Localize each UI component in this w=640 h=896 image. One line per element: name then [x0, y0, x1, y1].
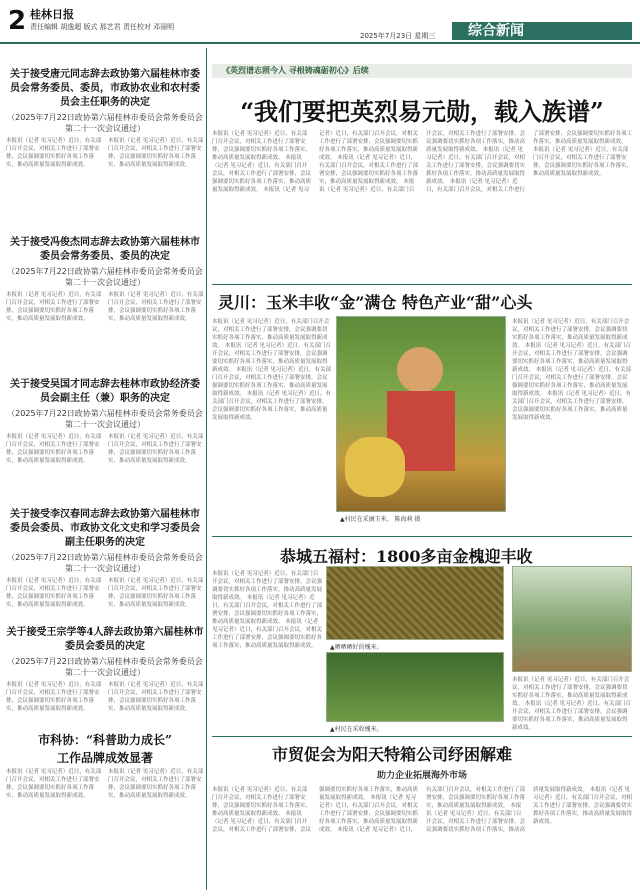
- corn-harvest-photo: [336, 316, 506, 512]
- kexie-story: [6, 733, 204, 800]
- notice-body: 本报讯（记者 见习记者）近日，有关部门召开会议，对相关工作进行了部署安排，会议强调要切实抓好各项工作落实，推动高质量发展取得新成效。: [108, 138, 204, 168]
- date: 2025年7月23日 星期三: [360, 32, 436, 40]
- topic-bar: 《英烈谱志照今人 寻根铸魂砺初心》后续: [212, 64, 632, 78]
- story3-caption1: ▲晒晒晒好的槐米。: [330, 644, 383, 651]
- divider: [212, 736, 632, 737]
- dried-pagoda-flowers-photo: [326, 566, 504, 640]
- divider: [212, 536, 632, 537]
- notice-body: 本报讯（记者 见习记者）近日，有关部门召开会议，对相关工作进行了部署安排，会议强调要切实抓好各项工作落实，推动高质量发展取得新成效。: [6, 578, 102, 608]
- villager-photo: [512, 566, 632, 672]
- main-body: 本报讯（记者 见习记者）近日，有关部门召开会议，对相关工作进行了部署安排，会议强调要切实抓好各项工作落实，推动高质量发展取得新成效。 本报讯（记者 见习记者）近日，有关部门召开会议，对相关工作进行了部署安排，会议强调要切实抓好各项工作落实，推动高质量发展取得新成效。 本报讯（记者 见习记者）近日，有关部门召开会议，对相关工作进行了部署安排，会议强调要切实抓好各项工作落实，推动高质量发展取得新成效。 本报讯（记者 见习记者）近日，有关部门召开会议，对相关工作进行了部署安排，会议强调要切实抓好各项工作落实，推动高质量发展取得新成效。 本报讯（记者 见习记者）近日，有关部门召开会议，对相关工作进行了部署安排，会议强调要切实抓好各项工作落实，推动高质量发展取得新成效。 本报讯（记者 见习记者）近日，有关部门召开会议，对相关工作进行了部署安排，会议强调要切实抓好各项工作落实，推动高质量发展取得新成效。 本报讯（记者 见习记者）近日，有关部门召开会议，对相关工作进行了部署安排，会议强调要切实抓好各项工作落实，推动高质量发展取得新成效。 本报讯（记者 见习记者）近日，有关部门召开会议，对相关工作进行了部署安排，会议强调要切实抓好各项工作落实，推动高质量发展取得新成效。: [212, 131, 632, 193]
- farmer-face: [397, 347, 443, 393]
- notice-title: 关于接受李汉春同志辞去政协第六届桂林市委员会委员、市政协文化文史和学习委员会副主任职务的决定: [10, 509, 200, 548]
- divider: [212, 284, 632, 285]
- story4-body: 本报讯（记者 见习记者）近日，有关部门召开会议，对相关工作进行了部署安排，会议强调要切实抓好各项工作落实，推动高质量发展取得新成效。 本报讯（记者 见习记者）近日，有关部门召开会议，对相关工作进行了部署安排，会议强调要切实抓好各项工作落实，推动高质量发展取得新成效。 本报讯（记者 见习记者）近日，有关部门召开会议，对相关工作进行了部署安排，会议强调要切实抓好各项工作落实，推动高质量发展取得新成效。 本报讯（记者 见习记者）近日，有关部门召开会议，对相关工作进行了部署安排，会议强调要切实抓好各项工作落实，推动高质量发展取得新成效。 本报讯（记者 见习记者）近日，有关部门召开会议，对相关工作进行了部署安排，会议强调要切实抓好各项工作落实，推动高质量发展取得新成效。 本报讯（记者 见习记者）近日，有关部门召开会议，对相关工作进行了部署安排，会议强调要切实抓好各项工作落实，推动高质量发展取得新成效。: [212, 787, 632, 833]
- story2-headline: 灵川：玉米丰收“金”满仓 特色产业“甜”心头: [218, 293, 533, 312]
- story2-caption: ▲村民在采摘玉米。 陈海莉 摄: [340, 516, 421, 523]
- column-divider: [206, 48, 207, 890]
- notice-body: 本报讯（记者 见习记者）近日，有关部门召开会议，对相关工作进行了部署安排，会议强调要切实抓好各项工作落实，推动高质量发展取得新成效。: [6, 292, 102, 322]
- kexie-title: 市科协：“科普助力成长”: [38, 733, 172, 747]
- notice-2: [6, 236, 204, 323]
- corn-pile: [345, 437, 405, 497]
- notice-body: 本报讯（记者 见习记者）近日，有关部门召开会议，对相关工作进行了部署安排，会议强调要切实抓好各项工作落实，推动高质量发展取得新成效。: [108, 292, 204, 322]
- notice-title: 关于接受吴国才同志辞去桂林市政协经济委员会副主任（兼）职务的决定: [10, 379, 200, 404]
- kexie-body: 本报讯（记者 见习记者）近日，有关部门召开会议，对相关工作进行了部署安排，会议强调要切实抓好各项工作落实，推动高质量发展取得新成效。: [6, 769, 102, 799]
- notice-title: 关于接受冯俊杰同志辞去政协第六届桂林市委员会常务委员、委员的决定: [10, 237, 200, 262]
- notice-subtitle: （2025年7月22日政协第六届桂林市委员会常务委员会第二十一次会议通过）: [7, 267, 203, 287]
- notice-3: [6, 378, 204, 465]
- notice-body: 本报讯（记者 见习记者）近日，有关部门召开会议，对相关工作进行了部署安排，会议强调要切实抓好各项工作落实，推动高质量发展取得新成效。: [108, 682, 204, 712]
- story3-headline: 恭城五福村：1800多亩金槐迎丰收: [280, 547, 533, 566]
- story4-subhead: 助力企业拓展海外市场: [376, 771, 467, 781]
- notice-subtitle: （2025年7月22日政协第六届桂林市委员会常务委员会第二十一次会议通过）: [7, 553, 203, 573]
- story3-body-right: 本报讯（记者 见习记者）近日，有关部门召开会议，对相关工作进行了部署安排，会议强调要切实抓好各项工作落实，推动高质量发展取得新成效。 本报讯（记者 见习记者）近日，有关部门召开会议，对相关工作进行了部署安排，会议强调要切实抓好各项工作落实，推动高质量发展取得新成效。: [512, 677, 632, 730]
- masthead: [0, 0, 640, 44]
- staff-line: 责任编辑 胡逸超 版式 那艺君 责任校对 邓丽明: [30, 23, 175, 31]
- kexie-subtitle: 工作品牌成效显著: [56, 751, 153, 765]
- section-label: 综合新闻: [452, 22, 632, 40]
- notice-body: 本报讯（记者 见习记者）近日，有关部门召开会议，对相关工作进行了部署安排，会议强调要切实抓好各项工作落实，推动高质量发展取得新成效。: [6, 682, 102, 712]
- left-column: [6, 48, 204, 890]
- story4-headline: 市贸促会为阳天特箱公司纾困解难: [272, 745, 513, 764]
- notice-1: [6, 68, 204, 169]
- main-headline: “我们要把英烈易元勋，载入族谱”: [240, 97, 604, 126]
- notice-subtitle: （2025年7月22日政协第六届桂林市委员会常务委员会第二十一次会议通过）: [7, 113, 203, 133]
- harvest-photo: [326, 652, 504, 722]
- notice-title: 关于接受王宗学等4人辞去政协第六届桂林市委员会委员的决定: [6, 627, 204, 652]
- notice-title: 关于接受唐元同志辞去政协第六届桂林市委员会常务委员、委员，市政协农业和农村委员会主任职务的决定: [10, 69, 200, 108]
- notice-body: 本报讯（记者 见习记者）近日，有关部门召开会议，对相关工作进行了部署安排，会议强调要切实抓好各项工作落实，推动高质量发展取得新成效。: [6, 138, 102, 168]
- notice-4: [6, 508, 204, 609]
- notice-body: 本报讯（记者 见习记者）近日，有关部门召开会议，对相关工作进行了部署安排，会议强调要切实抓好各项工作落实，推动高质量发展取得新成效。: [6, 434, 102, 464]
- page-number: 2: [8, 6, 27, 36]
- kexie-body: 本报讯（记者 见习记者）近日，有关部门召开会议，对相关工作进行了部署安排，会议强调要切实抓好各项工作落实，推动高质量发展取得新成效。: [108, 769, 204, 799]
- story2-body-left: 本报讯（记者 见习记者）近日，有关部门召开会议，对相关工作进行了部署安排，会议强调要切实抓好各项工作落实，推动高质量发展取得新成效。 本报讯（记者 见习记者）近日，有关部门召开会议，对相关工作进行了部署安排，会议强调要切实抓好各项工作落实，推动高质量发展取得新成效。 本报讯（记者 见习记者）近日，有关部门召开会议，对相关工作进行了部署安排，会议强调要切实抓好各项工作落实，推动高质量发展取得新成效。 本报讯（记者 见习记者）近日，有关部门召开会议，对相关工作进行了部署安排，会议强调要切实抓好各项工作落实，推动高质量发展取得新成效。: [212, 319, 332, 421]
- story3-caption2: ▲村民在采收槐米。: [330, 726, 383, 733]
- notice-5: [6, 626, 204, 713]
- notice-body: 本报讯（记者 见习记者）近日，有关部门召开会议，对相关工作进行了部署安排，会议强调要切实抓好各项工作落实，推动高质量发展取得新成效。: [108, 578, 204, 608]
- story2-body-right: 本报讯（记者 见习记者）近日，有关部门召开会议，对相关工作进行了部署安排，会议强调要切实抓好各项工作落实，推动高质量发展取得新成效。 本报讯（记者 见习记者）近日，有关部门召开会议，对相关工作进行了部署安排，会议强调要切实抓好各项工作落实，推动高质量发展取得新成效。 本报讯（记者 见习记者）近日，有关部门召开会议，对相关工作进行了部署安排，会议强调要切实抓好各项工作落实，推动高质量发展取得新成效。 本报讯（记者 见习记者）近日，有关部门召开会议，对相关工作进行了部署安排，会议强调要切实抓好各项工作落实，推动高质量发展取得新成效。: [512, 319, 632, 421]
- notice-subtitle: （2025年7月22日政协第六届桂林市委员会常务委员会第二十一次会议通过）: [7, 409, 203, 429]
- notice-subtitle: （2025年7月22日政协第六届桂林市委员会常务委员会第二十一次会议通过）: [7, 657, 203, 677]
- story3-body-left: 本报讯（记者 见习记者）近日，有关部门召开会议，对相关工作进行了部署安排，会议强调要切实抓好各项工作落实，推动高质量发展取得新成效。 本报讯（记者 见习记者）近日，有关部门召开会议，对相关工作进行了部署安排，会议强调要切实抓好各项工作落实，推动高质量发展取得新成效。 本报讯（记者 见习记者）近日，有关部门召开会议，对相关工作进行了部署安排，会议强调要切实抓好各项工作落实，推动高质量发展取得新成效。: [212, 571, 322, 649]
- paper-logo: 桂林日报: [30, 8, 74, 21]
- notice-body: 本报讯（记者 见习记者）近日，有关部门召开会议，对相关工作进行了部署安排，会议强调要切实抓好各项工作落实，推动高质量发展取得新成效。: [108, 434, 204, 464]
